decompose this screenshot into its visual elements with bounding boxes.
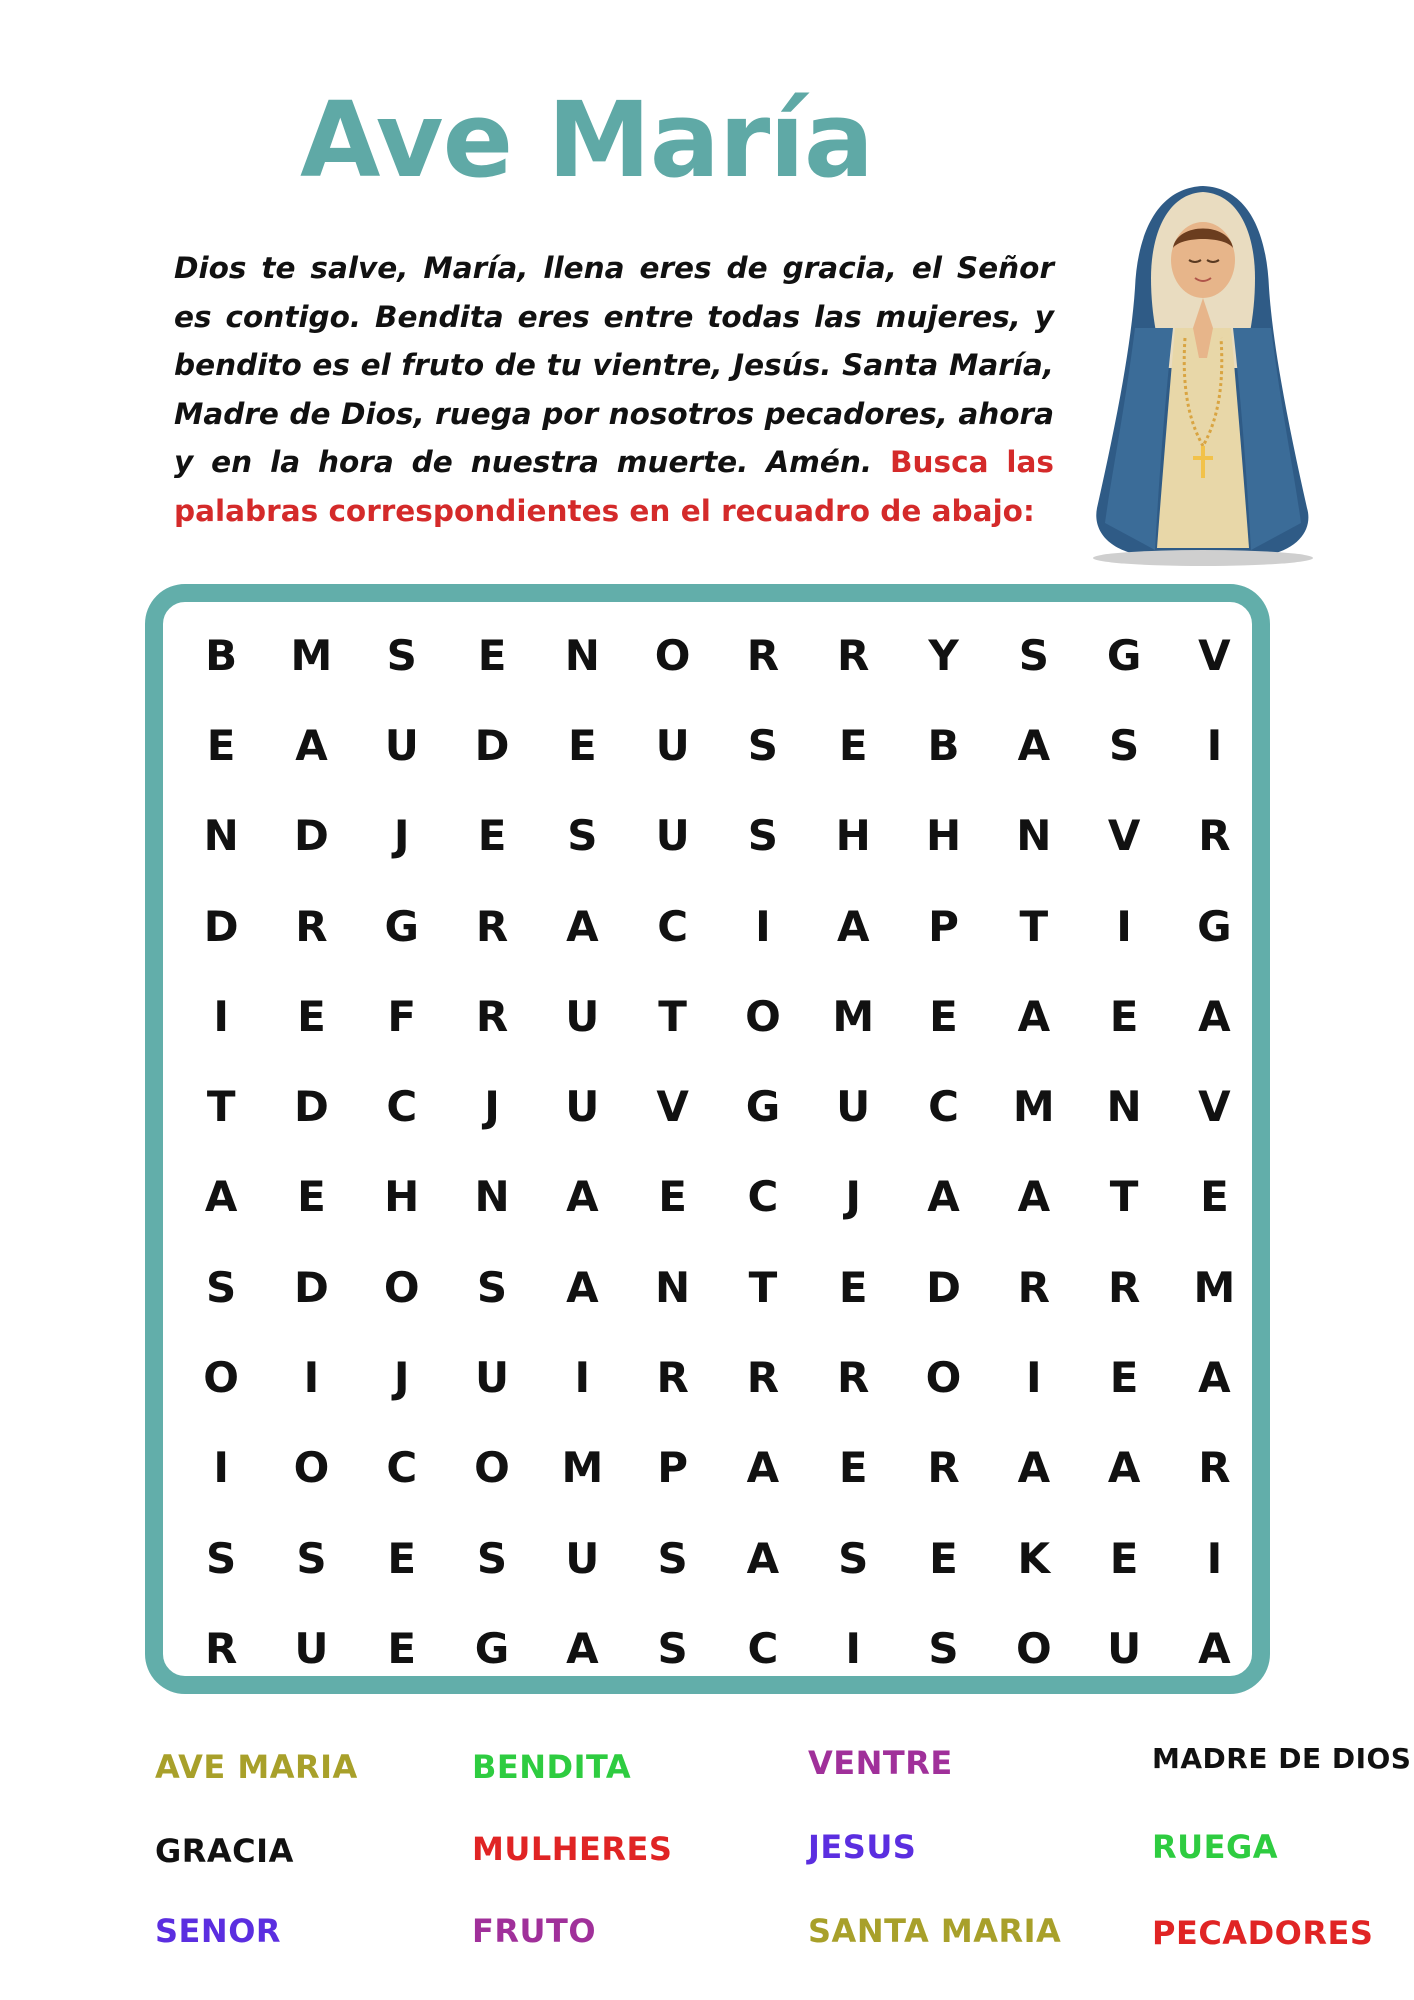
grid-letter[interactable]: N (474, 1172, 510, 1222)
grid-letter[interactable]: A (204, 1172, 238, 1222)
grid-letter[interactable]: M (1193, 1262, 1236, 1312)
grid-letter[interactable]: A (295, 720, 328, 770)
grid-letter[interactable]: I (1026, 1353, 1042, 1403)
grid-letter[interactable]: A (1107, 1443, 1141, 1493)
grid-letter[interactable]: R (475, 991, 509, 1041)
word-list-item: FRUTO (472, 1912, 597, 1950)
grid-letter[interactable]: D (926, 1262, 961, 1312)
grid-letter[interactable]: R (1198, 811, 1231, 861)
grid-letter[interactable]: S (206, 1262, 237, 1312)
grid-letter[interactable]: O (1015, 1623, 1052, 1673)
grid-letter[interactable]: E (1109, 1533, 1139, 1583)
grid-letter[interactable]: U (294, 1623, 329, 1673)
grid-letter[interactable]: A (1198, 991, 1231, 1041)
grid-letter[interactable]: J (393, 1353, 410, 1403)
grid-letter[interactable]: V (1198, 630, 1231, 680)
grid-letter[interactable]: R (475, 901, 509, 951)
prayer-text (174, 244, 1054, 535)
grid-letter[interactable]: P (928, 901, 959, 951)
grid-letter[interactable]: G (745, 1082, 781, 1132)
grid-letter[interactable]: C (928, 1082, 959, 1132)
grid-letter[interactable]: Y (928, 630, 959, 680)
grid-letter[interactable]: C (747, 1623, 779, 1673)
grid-letter[interactable]: R (656, 1353, 689, 1403)
grid-letter[interactable]: R (837, 1353, 870, 1403)
grid-letter[interactable]: A (566, 1262, 599, 1312)
grid-letter[interactable]: E (838, 1443, 868, 1493)
word-list-item: GRACIA (155, 1832, 294, 1870)
word-list-item: AVE MARIA (155, 1748, 358, 1786)
grid-letter[interactable]: A (1017, 991, 1051, 1041)
grid-letter[interactable]: D (294, 1082, 329, 1132)
grid-letter[interactable]: R (927, 1443, 960, 1493)
grid-letter[interactable]: E (1109, 1353, 1139, 1403)
grid-letter[interactable]: T (1109, 1172, 1139, 1222)
grid-letter[interactable]: A (1017, 720, 1051, 770)
grid-letter[interactable]: A (927, 1172, 960, 1222)
page-title: Ave María (300, 79, 874, 201)
grid-letter[interactable]: N (1016, 811, 1052, 861)
grid-letter[interactable]: R (1107, 1262, 1141, 1312)
grid-letter[interactable]: E (929, 991, 958, 1041)
word-list-item: SANTA MARIA (808, 1912, 1062, 1950)
grid-letter[interactable]: I (303, 1353, 320, 1403)
grid-letter[interactable]: E (206, 720, 236, 770)
grid-letter[interactable]: J (393, 811, 410, 861)
grid-letter[interactable]: S (747, 720, 779, 770)
grid-letter[interactable]: S (657, 1533, 688, 1583)
grid-letter[interactable]: E (297, 1172, 326, 1222)
grid-letter[interactable]: M (290, 630, 333, 680)
grid-letter[interactable]: S (567, 811, 598, 861)
grid-letter[interactable]: V (1198, 1082, 1231, 1132)
grid-letter[interactable]: E (387, 1623, 417, 1673)
grid-letter[interactable]: O (474, 1443, 510, 1493)
grid-letter[interactable]: E (1200, 1172, 1229, 1222)
grid-letter[interactable]: E (477, 811, 507, 861)
grid-letter[interactable]: U (836, 1082, 871, 1132)
grid-letter[interactable]: S (206, 1533, 237, 1583)
grid-letter[interactable]: S (1108, 720, 1140, 770)
grid-letter[interactable]: D (474, 720, 510, 770)
grid-letter[interactable]: R (295, 901, 328, 951)
grid-letter[interactable]: O (925, 1353, 962, 1403)
grid-letter[interactable]: S (476, 1262, 508, 1312)
grid-letter[interactable]: U (1107, 1623, 1142, 1673)
grid-letter[interactable]: I (1116, 901, 1132, 951)
word-list-item: MULHERES (472, 1830, 673, 1868)
prayer-body: Dios te salve, María, llena eres de gracia, el Señor es contigo. Bendita eres entre todas las mujeres, y bendito es el fruto de tu vientre, Jesús. Santa María, Madre de Dios, ruega por nosotros pecadores, ahora y en la hora de nuestra muerte. Amén. (174, 251, 1054, 479)
instruction-text: Busca las palabras correspondientes en el recuadro de abajo: (174, 445, 1054, 528)
grid-letter[interactable]: R (1017, 1262, 1050, 1312)
grid-letter[interactable]: U (655, 720, 690, 770)
grid-letter[interactable]: G (1197, 901, 1232, 951)
grid-letter[interactable]: N (655, 1262, 691, 1312)
grid-letter[interactable]: S (1018, 630, 1049, 680)
grid-letter[interactable]: N (1106, 1082, 1142, 1132)
grid-letter[interactable]: E (838, 1262, 868, 1312)
grid-letter[interactable]: I (213, 1443, 229, 1493)
grid-letter[interactable]: A (1017, 1443, 1051, 1493)
grid-letter[interactable]: G (384, 901, 419, 951)
grid-letter[interactable]: S (386, 630, 417, 680)
grid-letter[interactable]: B (205, 630, 238, 680)
grid-letter[interactable]: M (1012, 1082, 1055, 1132)
grid-letter[interactable]: A (566, 1623, 599, 1673)
grid-letter[interactable]: E (297, 991, 326, 1041)
grid-letter[interactable]: E (1109, 991, 1139, 1041)
word-search-grid (176, 610, 1261, 1686)
grid-letter[interactable]: J (845, 1172, 862, 1222)
grid-letter[interactable]: M (832, 991, 875, 1041)
grid-letter[interactable]: C (657, 901, 689, 951)
grid-letter[interactable]: B (927, 720, 960, 770)
grid-letter[interactable]: I (755, 901, 771, 951)
grid-letter[interactable]: V (656, 1082, 689, 1132)
grid-letter[interactable]: I (574, 1353, 591, 1403)
grid-letter[interactable]: U (474, 1353, 510, 1403)
word-list-item: JESUS (808, 1828, 917, 1866)
grid-letter[interactable]: O (203, 1353, 239, 1403)
grid-letter[interactable]: C (386, 1443, 418, 1493)
word-list-item: SENOR (155, 1912, 282, 1950)
grid-letter[interactable]: U (565, 1082, 600, 1132)
grid-letter[interactable]: S (838, 1533, 869, 1583)
grid-letter[interactable]: F (387, 991, 417, 1041)
grid-letter[interactable]: D (203, 901, 239, 951)
grid-letter[interactable]: U (565, 991, 600, 1041)
grid-letter[interactable]: O (654, 630, 691, 680)
grid-letter[interactable]: K (1017, 1533, 1051, 1583)
grid-letter[interactable]: P (657, 1443, 689, 1493)
word-list-item: PECADORES (1152, 1914, 1374, 1952)
grid-letter[interactable]: R (746, 1353, 780, 1403)
grid-letter[interactable]: D (294, 1262, 329, 1312)
grid-letter[interactable]: R (204, 1623, 238, 1673)
grid-letter[interactable]: V (1107, 811, 1141, 861)
grid-letter[interactable]: S (747, 811, 779, 861)
word-list-item: RUEGA (1152, 1828, 1279, 1866)
grid-letter[interactable]: U (384, 720, 419, 770)
grid-letter[interactable]: S (657, 1623, 688, 1673)
grid-letter[interactable]: G (1106, 630, 1142, 680)
grid-letter[interactable]: I (1206, 1533, 1223, 1583)
grid-letter[interactable]: C (386, 1082, 418, 1132)
grid-letter[interactable]: E (838, 720, 868, 770)
grid-letter[interactable]: T (748, 1262, 778, 1312)
grid-letter[interactable]: M (561, 1443, 604, 1493)
grid-letter[interactable]: O (293, 1443, 330, 1493)
grid-letter[interactable]: H (384, 1172, 420, 1222)
grid-letter[interactable]: A (746, 1443, 780, 1493)
grid-letter[interactable]: A (1017, 1172, 1051, 1222)
grid-letter[interactable]: H (925, 811, 962, 861)
grid-letter[interactable]: E (567, 720, 597, 770)
grid-letter[interactable]: A (1198, 1353, 1231, 1403)
grid-letter[interactable]: A (1198, 1623, 1231, 1673)
grid-letter[interactable]: E (929, 1533, 958, 1583)
grid-letter[interactable]: T (658, 991, 687, 1041)
grid-letter[interactable]: R (1198, 1443, 1231, 1493)
grid-letter[interactable]: G (474, 1623, 510, 1673)
grid-letter[interactable]: O (383, 1262, 420, 1312)
grid-letter[interactable]: E (477, 630, 507, 680)
grid-letter[interactable]: S (296, 1533, 327, 1583)
virgin-mary-illustration (1085, 178, 1320, 568)
grid-letter[interactable]: N (564, 630, 600, 680)
grid-letter[interactable]: A (566, 901, 599, 951)
grid-letter[interactable]: S (476, 1533, 508, 1583)
grid-letter[interactable]: I (845, 1623, 862, 1673)
grid-letter[interactable]: T (206, 1082, 236, 1132)
grid-letter[interactable]: J (484, 1082, 500, 1132)
word-list-item: BENDITA (472, 1748, 632, 1786)
word-list-item: MADRE DE DIOS (1152, 1742, 1412, 1775)
grid-letter[interactable]: E (387, 1533, 417, 1583)
grid-letter[interactable]: C (747, 1172, 779, 1222)
grid-letter[interactable]: U (565, 1533, 600, 1583)
grid-letter[interactable]: U (655, 811, 690, 861)
grid-letter[interactable]: I (1206, 720, 1223, 770)
word-list-item: VENTRE (808, 1744, 953, 1782)
grid-letter[interactable]: O (745, 991, 781, 1041)
grid-letter[interactable]: H (835, 811, 871, 861)
grid-letter[interactable]: S (928, 1623, 959, 1673)
grid-letter[interactable]: A (836, 901, 870, 951)
grid-letter[interactable]: N (203, 811, 239, 861)
grid-letter[interactable]: D (294, 811, 329, 861)
grid-letter[interactable]: R (837, 630, 870, 680)
grid-letter[interactable]: A (566, 1172, 599, 1222)
grid-letter[interactable]: R (746, 630, 780, 680)
grid-letter[interactable]: T (1019, 901, 1049, 951)
grid-letter[interactable]: A (746, 1533, 780, 1583)
grid-letter[interactable]: I (213, 991, 229, 1041)
grid-letter[interactable]: E (658, 1172, 687, 1222)
